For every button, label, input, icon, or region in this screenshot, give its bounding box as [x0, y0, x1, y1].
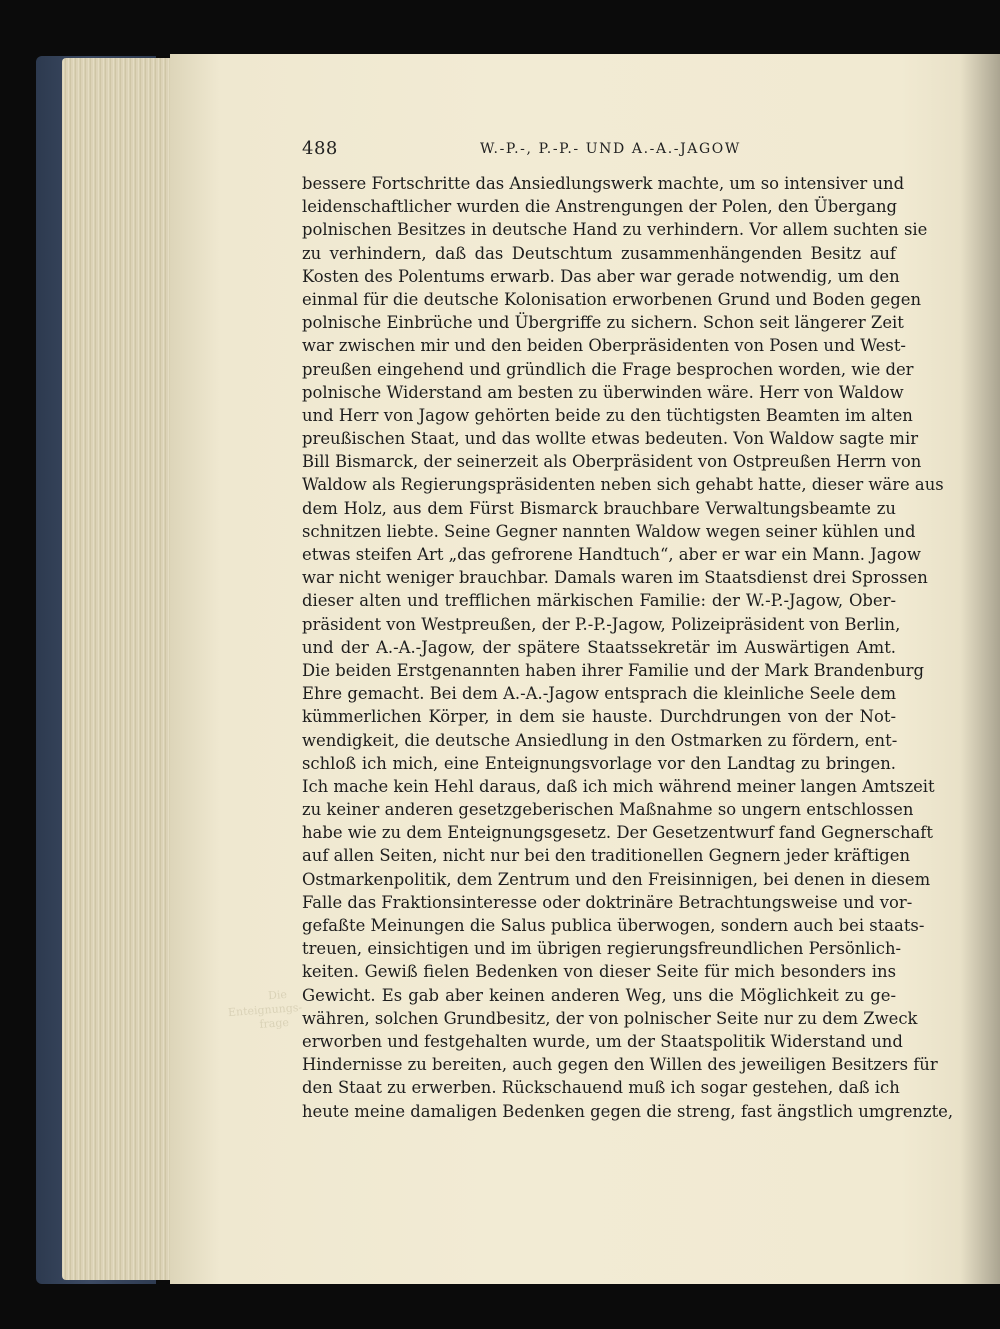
text-line: etwas steifen Art „das gefrorene Handtuch“, aber er war ein Mann. Jagow: [302, 545, 921, 564]
text-line: und Herr von Jagow gehörten beide zu den tüchtigsten Beamten im alten: [302, 405, 913, 425]
margin-note-line: Die: [267, 987, 288, 1003]
text-line: kümmerlichen Körper, in dem sie hauste. Durchdrungen von der Not-: [302, 707, 896, 727]
text-line: zu keiner anderen gesetzgeberischen Maßnahme so ungern entschlossen: [302, 800, 914, 820]
text-line: Ehre gemacht. Bei dem A.-A.-Jagow entsprach die kleinliche Seele dem: [302, 684, 896, 704]
text-line: einmal für die deutsche Kolonisation erworbenen Grund und Boden gegen: [302, 289, 922, 309]
text-line: gefaßte Meinungen die Salus publica überwogen, sondern auch bei staats-: [302, 916, 925, 935]
margin-note-line: Enteignungs-: [227, 1000, 303, 1020]
page-edges: [62, 58, 182, 1280]
text-line: schloß ich mich, eine Enteignungsvorlage vor den Landtag zu bringen.: [302, 753, 896, 773]
text-line: polnischen Besitzes in deutsche Hand zu verhindern. Vor allem suchten sie: [302, 220, 928, 240]
page-number: 488: [302, 138, 338, 159]
margin-note-line: frage: [259, 1015, 290, 1031]
text-line: Gewicht. Es gab aber keinen anderen Weg, uns die Möglichkeit zu ge-: [302, 985, 896, 1005]
text-line: leidenschaftlicher wurden die Anstrengungen der Polen, den Übergang: [302, 197, 898, 217]
body-text: [302, 172, 954, 1123]
text-line: Hindernisse zu bereiten, auch gegen den Willen des jeweiligen Besitzers für: [302, 1055, 938, 1075]
text-line: Kosten des Polentums erwarb. Das aber war gerade notwendig, um den: [302, 266, 900, 286]
text-line: bessere Fortschritte das Ansiedlungswerk machte, um so intensiver und: [302, 174, 905, 193]
text-line: polnische Einbrüche und Übergriffe zu sichern. Schon seit längerer Zeit: [302, 313, 904, 333]
text-line: dieser alten und trefflichen märkischen Familie: der W.-P.-Jagow, Ober-: [302, 591, 896, 611]
text-line: auf allen Seiten, nicht nur bei den traditionellen Gegnern jeder kräftigen: [302, 846, 911, 866]
text-line: preußen eingehend und gründlich die Frage besprochen worden, wie der: [302, 359, 914, 379]
text-line: Bill Bismarck, der seinerzeit als Oberpräsident von Ostpreußen Herrn von: [302, 452, 922, 472]
text-line: habe wie zu dem Enteignungsgesetz. Der Gesetzentwurf fand Gegnerschaft: [302, 823, 933, 843]
text-line: preußischen Staat, und das wollte etwas bedeuten. Von Waldow sagte mir: [302, 429, 919, 449]
text-line: heute meine damaligen Bedenken gegen die streng, fast ängstlich umgrenzte,: [302, 1101, 954, 1121]
text-line: war zwischen mir und den beiden Oberpräsidenten von Posen und West-: [302, 336, 906, 356]
page-header: [302, 138, 894, 162]
text-line: Falle das Fraktionsinteresse oder doktrinäre Betrachtungsweise und vor-: [302, 892, 913, 912]
running-head: W.-P.-, P.-P.- UND A.-A.-JAGOW: [480, 141, 741, 157]
text-line: währen, solchen Grundbesitz, der von polnischer Seite nur zu dem Zweck: [302, 1008, 918, 1028]
text-line: polnische Widerstand am besten zu überwinden wäre. Herr von Waldow: [302, 382, 904, 402]
text-line: zu verhindern, daß das Deutschtum zusammenhängenden Besitz auf: [302, 243, 896, 263]
text-line: schnitzen liebte. Seine Gegner nannten Waldow wegen seiner kühlen und: [302, 521, 916, 541]
margin-note: [227, 987, 303, 1034]
text-line: und der A.-A.-Jagow, der spätere Staatssekretär im Auswärtigen Amt.: [302, 637, 896, 657]
page-shadow: [960, 54, 1000, 1284]
text-line: wendigkeit, die deutsche Ansiedlung in den Ostmarken zu fördern, ent-: [302, 730, 898, 750]
text-line: präsident von Westpreußen, der P.-P.-Jagow, Polizeipräsident von Berlin,: [302, 614, 901, 634]
text-line: Die beiden Erstgenannten haben ihrer Familie und der Mark Brandenburg: [302, 660, 924, 680]
text-line: war nicht weniger brauchbar. Damals waren im Staatsdienst drei Sprossen: [302, 568, 928, 588]
text-line: erworben und festgehalten wurde, um der Staatspolitik Widerstand und: [302, 1031, 903, 1051]
text-line: Waldow als Regierungspräsidenten neben sich gehabt hatte, dieser wäre aus: [302, 475, 944, 495]
text-line: Ich mache kein Hehl daraus, daß ich mich während meiner langen Amtszeit: [302, 776, 935, 796]
text-line: Ostmarkenpolitik, dem Zentrum und den Freisinnigen, bei denen in diesem: [302, 869, 931, 889]
text-line: dem Holz, aus dem Fürst Bismarck brauchbare Verwaltungsbeamte zu: [302, 498, 896, 518]
text-line: treuen, einsichtigen und im übrigen regierungsfreundlichen Persönlich-: [302, 939, 902, 959]
text-line: keiten. Gewiß fielen Bedenken von dieser Seite für mich besonders ins: [302, 962, 896, 982]
text-line: den Staat zu erwerben. Rückschauend muß ich sogar gestehen, daß ich: [302, 1078, 900, 1098]
